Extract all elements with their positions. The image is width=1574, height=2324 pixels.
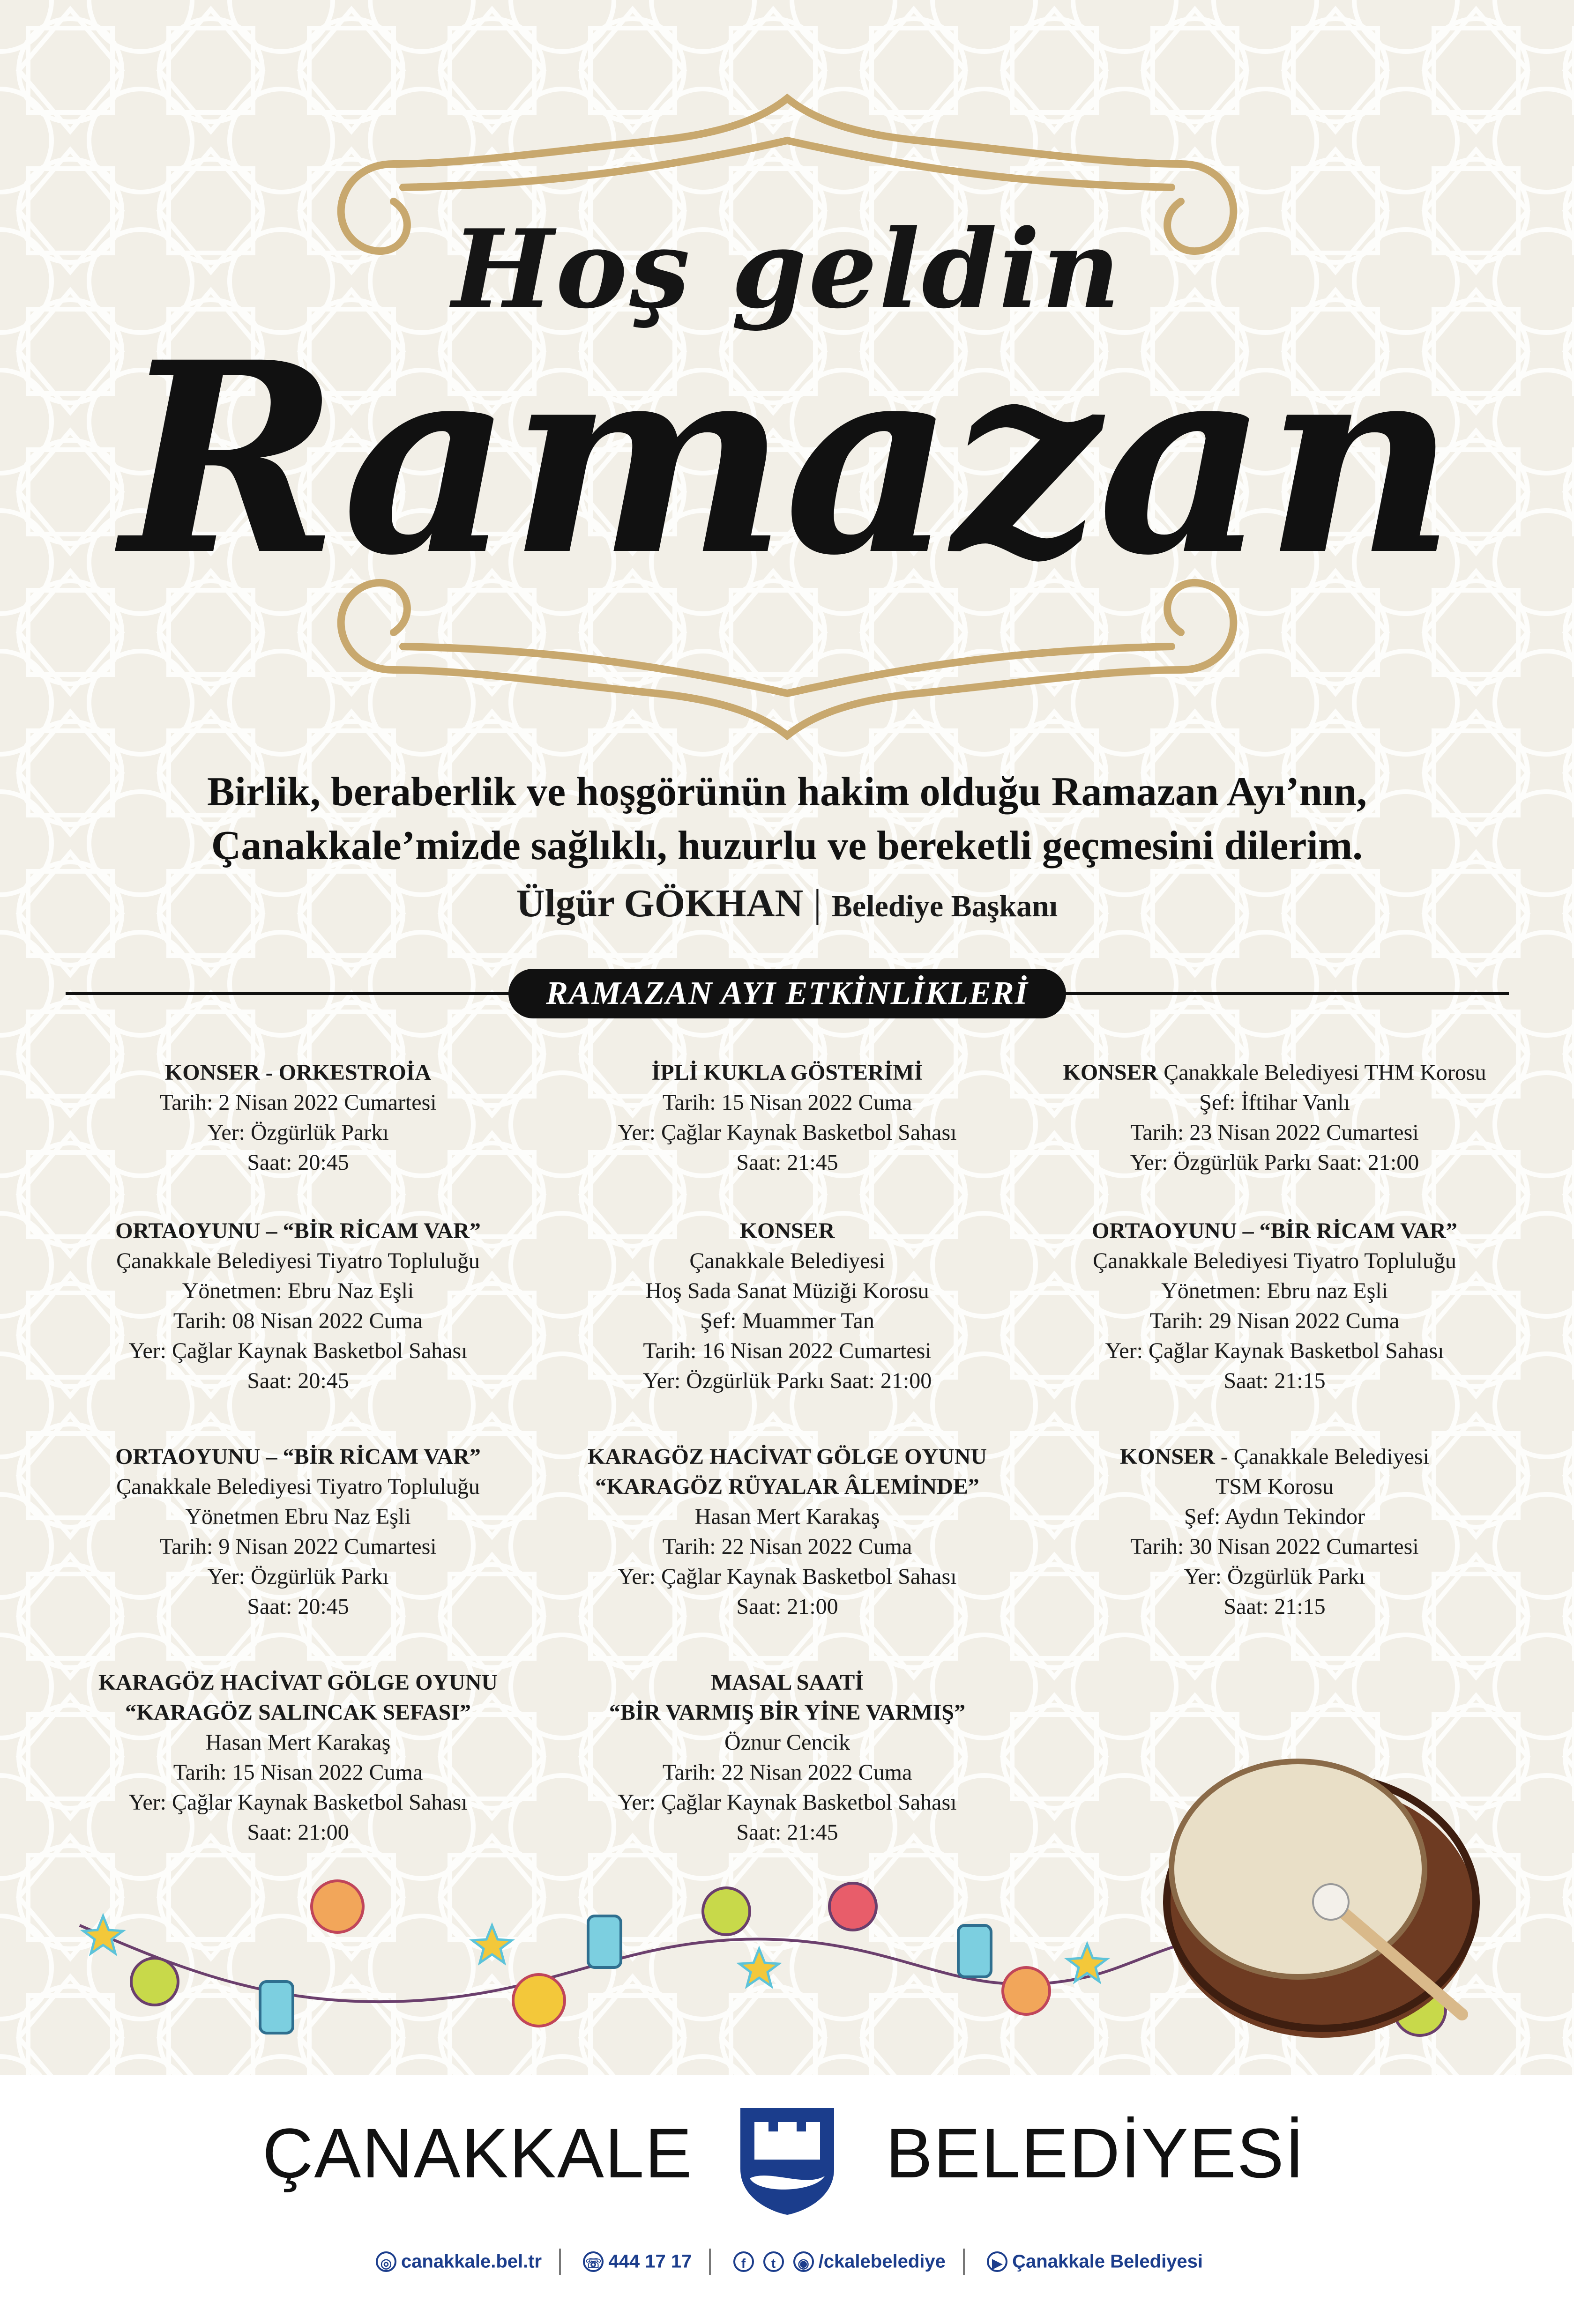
event-detail: Yönetmen Ebru Naz Eşli: [185, 1504, 411, 1529]
signature-separator: |: [813, 882, 821, 925]
event-detail: Tarih: 22 Nisan 2022 Cuma: [662, 1534, 912, 1559]
event-line: [54, 1502, 542, 1532]
event-detail: Saat: 21:45: [736, 1820, 838, 1845]
event-heading: ORTAOYUNU – “BİR RİCAM VAR”: [115, 1444, 481, 1469]
event-detail: Tarih: 23 Nisan 2022 Cumartesi: [1130, 1120, 1419, 1145]
event-line: [544, 1758, 1031, 1788]
event-line: [54, 1216, 542, 1246]
youtube-icon[interactable]: ▶: [987, 2251, 1007, 2272]
phone-icon: ☏: [583, 2251, 604, 2272]
event-heading: “KARAGÖZ SALINCAK SEFASI”: [125, 1700, 471, 1725]
event-line: [544, 1088, 1031, 1118]
event-detail: Çanakkale Belediyesi: [689, 1248, 885, 1273]
event-line: [54, 1058, 542, 1088]
event-line: [54, 1442, 542, 1472]
event-line: [1031, 1442, 1518, 1472]
event-detail: Yer: Özgürlük Parkı Saat: 21:00: [642, 1368, 932, 1393]
phone-number[interactable]: 444 17 17: [608, 2251, 692, 2272]
event-line: [544, 1246, 1031, 1276]
event-detail: Yer: Özgürlük Parkı: [207, 1120, 389, 1145]
event-block: [54, 1058, 542, 1178]
event-line: [544, 1118, 1031, 1148]
contact-separator: [559, 2249, 561, 2275]
event-line: [54, 1276, 542, 1306]
instagram-icon[interactable]: ◉: [793, 2251, 814, 2272]
event-line: [54, 1088, 542, 1118]
event-line: [544, 1366, 1031, 1396]
event-detail: Saat: 21:00: [247, 1820, 349, 1845]
event-line: [544, 1788, 1031, 1818]
event-heading: KARAGÖZ HACİVAT GÖLGE OYUNU: [98, 1670, 498, 1695]
event-line: [544, 1532, 1031, 1562]
event-heading: KARAGÖZ HACİVAT GÖLGE OYUNU: [587, 1444, 987, 1469]
event-detail: Şef: Aydın Tekindor: [1184, 1504, 1365, 1529]
event-detail: Yer: Çağlar Kaynak Basketbol Sahası: [128, 1338, 468, 1363]
event-heading: ORTAOYUNU – “BİR RİCAM VAR”: [1092, 1218, 1457, 1243]
event-line: [54, 1818, 542, 1848]
event-detail: TSM Korosu: [1215, 1474, 1334, 1499]
event-detail: Yer: Çağlar Kaynak Basketbol Sahası: [618, 1120, 957, 1145]
event-line: [1031, 1366, 1518, 1396]
event-line: [54, 1306, 542, 1336]
event-detail: Tarih: 08 Nisan 2022 Cuma: [173, 1308, 423, 1333]
davul-drum-icon: [1125, 1715, 1499, 2061]
header-line-2: Ramazan: [121, 305, 1453, 613]
event-detail: Şef: Muammer Tan: [700, 1308, 874, 1333]
event-line: [54, 1698, 542, 1728]
event-detail: Tarih: 15 Nisan 2022 Cuma: [662, 1090, 912, 1115]
event-block: [544, 1216, 1031, 1396]
contact-separator: [963, 2249, 965, 2275]
footer-city-word: ÇANAKKALE: [262, 2114, 693, 2192]
event-detail: Tarih: 15 Nisan 2022 Cuma: [173, 1760, 423, 1785]
event-line: [1031, 1088, 1518, 1118]
event-line: [54, 1148, 542, 1178]
section-title: RAMAZAN AYI ETKİNLİKLERİ: [508, 969, 1066, 1018]
event-detail: Hasan Mert Karakaş: [205, 1730, 391, 1755]
event-detail: Saat: 20:45: [247, 1594, 349, 1619]
event-line: [1031, 1246, 1518, 1276]
event-line: [54, 1562, 542, 1592]
event-line: [54, 1246, 542, 1276]
event-line: [54, 1758, 542, 1788]
event-line: [1031, 1148, 1518, 1178]
event-line: [544, 1502, 1031, 1532]
event-detail: Tarih: 16 Nisan 2022 Cumartesi: [643, 1338, 932, 1363]
message-line-1: Birlik, beraberlik ve hoşgörünün hakim olduğu Ramazan Ayı’nın,: [207, 769, 1367, 815]
event-line: [1031, 1336, 1518, 1366]
event-line: [54, 1472, 542, 1502]
event-block: [544, 1668, 1031, 1848]
event-line: [1031, 1502, 1518, 1532]
event-heading: MASAL SAATİ: [711, 1670, 864, 1695]
event-line: [1031, 1472, 1518, 1502]
municipality-logo: [736, 2099, 839, 2216]
lantern-icon: [260, 1916, 991, 2033]
event-heading: İPLİ KUKLA GÖSTERİMİ: [651, 1060, 923, 1085]
event-line: [1031, 1532, 1518, 1562]
event-detail: Öznur Cencik: [724, 1730, 850, 1755]
event-detail: Tarih: 2 Nisan 2022 Cumartesi: [159, 1090, 437, 1115]
event-detail: Yönetmen: Ebru naz Eşli: [1161, 1278, 1388, 1303]
event-detail: Yer: Çağlar Kaynak Basketbol Sahası: [618, 1564, 957, 1589]
event-line: [544, 1216, 1031, 1246]
event-heading: “BİR VARMIŞ BİR YİNE VARMIŞ”: [609, 1700, 966, 1725]
globe-icon: ◎: [376, 2251, 396, 2272]
event-detail: Yer: Özgürlük Parkı: [207, 1564, 389, 1589]
event-detail: Saat: 21:45: [736, 1150, 838, 1175]
event-line: [1031, 1216, 1518, 1246]
event-line: [54, 1532, 542, 1562]
event-line: [544, 1148, 1031, 1178]
event-detail: Saat: 21:15: [1223, 1594, 1326, 1619]
event-block: [544, 1058, 1031, 1178]
event-detail: Tarih: 29 Nisan 2022 Cuma: [1149, 1308, 1400, 1333]
mayor-title: Belediye Başkanı: [831, 889, 1058, 923]
event-detail: Şef: İftihar Vanlı: [1199, 1090, 1350, 1115]
event-line: [54, 1728, 542, 1758]
event-detail: Çanakkale Belediyesi Tiyatro Topluluğu: [1093, 1248, 1456, 1273]
website-link[interactable]: canakkale.bel.tr: [401, 2251, 542, 2272]
event-heading: KONSER: [1063, 1060, 1158, 1085]
header-line-1: Hoş geldin: [452, 206, 1122, 333]
event-detail: Saat: 20:45: [247, 1368, 349, 1393]
event-line: [1031, 1118, 1518, 1148]
event-line: [544, 1472, 1031, 1502]
event-heading: “KARAGÖZ RÜYALAR ÂLEMİNDE”: [595, 1474, 979, 1499]
footer-belediye-word: BELEDİYESİ: [886, 2114, 1305, 2192]
event-heading: ORTAOYUNU – “BİR RİCAM VAR”: [115, 1218, 481, 1243]
event-line: [54, 1336, 542, 1366]
event-detail: Yer: Özgürlük Parkı Saat: 21:00: [1130, 1150, 1419, 1175]
event-line: [544, 1592, 1031, 1622]
event-line: [544, 1818, 1031, 1848]
contact-separator: [709, 2249, 711, 2275]
event-detail: Çanakkale Belediyesi Tiyatro Topluluğu: [116, 1248, 480, 1273]
event-detail: Yer: Çağlar Kaynak Basketbol Sahası: [1105, 1338, 1444, 1363]
event-heading: KONSER: [739, 1218, 835, 1243]
event-line: [544, 1562, 1031, 1592]
event-line: [1031, 1306, 1518, 1336]
event-block: [1031, 1442, 1518, 1622]
channel-name[interactable]: Çanakkale Belediyesi: [1012, 2251, 1203, 2272]
message-line-2: Çanakkale’mizde sağlıklı, huzurlu ve bereketli geçmesini dilerim.: [211, 823, 1363, 869]
event-line: [544, 1698, 1031, 1728]
event-line: [54, 1592, 542, 1622]
event-detail: Çanakkale Belediyesi Tiyatro Topluluğu: [116, 1474, 480, 1499]
event-line: [1031, 1562, 1518, 1592]
event-detail: Yer: Çağlar Kaynak Basketbol Sahası: [128, 1790, 468, 1815]
event-line: [544, 1058, 1031, 1088]
event-block: [544, 1442, 1031, 1622]
facebook-icon[interactable]: f: [733, 2251, 754, 2272]
event-line: [544, 1728, 1031, 1758]
event-detail: Tarih: 22 Nisan 2022 Cuma: [662, 1760, 912, 1785]
event-line: [54, 1366, 542, 1396]
event-line: [544, 1442, 1031, 1472]
event-heading: KONSER - ORKESTROİA: [164, 1060, 432, 1085]
event-detail: Yönetmen: Ebru Naz Eşli: [182, 1278, 414, 1303]
contact-bar: [0, 2249, 1574, 2275]
event-block: [54, 1442, 542, 1622]
event-line: [1031, 1276, 1518, 1306]
signature: [0, 881, 1574, 926]
event-line: [544, 1668, 1031, 1698]
event-detail: Çanakkale Belediyesi THM Korosu: [1158, 1060, 1486, 1085]
event-block: [1031, 1058, 1518, 1178]
event-detail: Yer: Çağlar Kaynak Basketbol Sahası: [618, 1790, 957, 1815]
event-detail: Hasan Mert Karakaş: [694, 1504, 880, 1529]
event-heading: KONSER: [1120, 1444, 1215, 1469]
event-detail: Saat: 20:45: [247, 1150, 349, 1175]
social-handle[interactable]: /ckalebelediye: [818, 2251, 946, 2272]
event-block: [54, 1668, 542, 1848]
event-detail: Saat: 21:00: [736, 1594, 838, 1619]
event-block: [1031, 1216, 1518, 1396]
event-detail: Hoş Sada Sanat Müziği Korosu: [645, 1278, 929, 1303]
event-detail: - Çanakkale Belediyesi: [1215, 1444, 1429, 1469]
event-line: [54, 1788, 542, 1818]
event-detail: Tarih: 9 Nisan 2022 Cumartesi: [159, 1534, 437, 1559]
event-block: [54, 1216, 542, 1396]
event-line: [54, 1118, 542, 1148]
event-line: [54, 1668, 542, 1698]
event-line: [544, 1276, 1031, 1306]
event-line: [1031, 1058, 1518, 1088]
twitter-icon[interactable]: t: [763, 2251, 784, 2272]
event-line: [544, 1306, 1031, 1336]
event-detail: Saat: 21:15: [1223, 1368, 1326, 1393]
event-line: [544, 1336, 1031, 1366]
event-detail: Tarih: 30 Nisan 2022 Cumartesi: [1130, 1534, 1419, 1559]
event-line: [1031, 1592, 1518, 1622]
mayor-name: Ülgür GÖKHAN: [516, 882, 804, 925]
event-detail: Yer: Özgürlük Parkı: [1184, 1564, 1365, 1589]
